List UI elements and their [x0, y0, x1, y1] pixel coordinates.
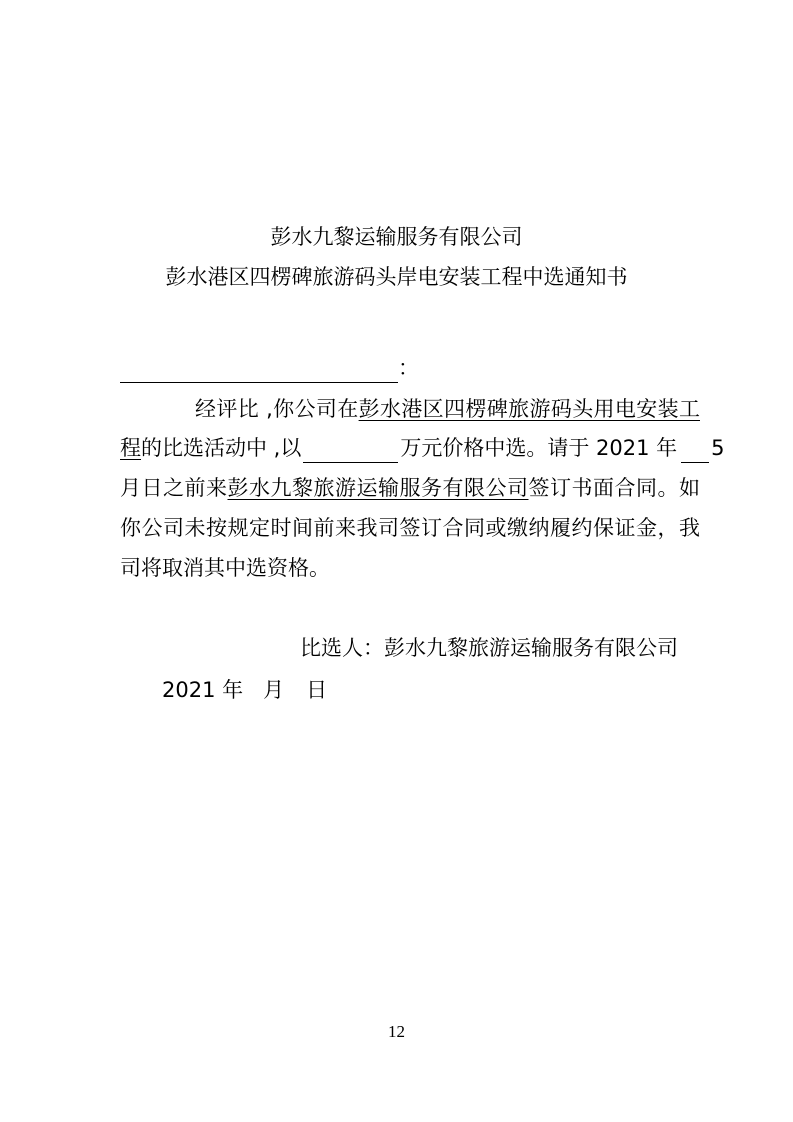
- body-line-3: [120, 473, 700, 503]
- date-month: 月: [263, 678, 285, 702]
- company-title: 彭水九黎运输服务有限公司: [270, 225, 523, 249]
- evaluation-intro: 经评比 ,你公司在: [195, 397, 359, 421]
- addressee-blank: [120, 358, 398, 383]
- month-blank: [681, 438, 709, 463]
- selector-signature: 比选人：彭水九黎旅游运输服务有限公司: [300, 636, 678, 660]
- addressee-line: [120, 353, 419, 383]
- contract-text: 签订书面合同。如: [528, 476, 700, 500]
- date-year: 2021 年: [162, 678, 244, 702]
- body-line-2: [120, 433, 725, 463]
- date-day: 日: [306, 678, 328, 702]
- company-name-underlined: 彭水九黎旅游运输服务有限公司: [227, 476, 529, 500]
- body-line-4: 你公司未按规定时间前来我司签订合同或缴纳履约保证金，我: [120, 516, 700, 540]
- month-value: 5: [711, 436, 725, 460]
- body-line-5: 司将取消其中选资格。: [120, 556, 330, 580]
- project-name: 彭水港区四楞碑旅游码头用电安装工: [358, 397, 700, 421]
- addressee-colon: ：: [398, 356, 419, 380]
- page-number: 12: [388, 1022, 405, 1041]
- selection-activity-text: 的比选活动中 ,以: [141, 436, 302, 460]
- notice-title: 彭水港区四楞碑旅游码头岸电安装工程中选通知书: [165, 265, 628, 289]
- deadline-text: 月日之前来: [120, 476, 228, 500]
- project-name-end: 程: [120, 436, 141, 460]
- price-blank: [303, 438, 398, 463]
- price-sentence: 万元价格中选。请于 2021 年: [400, 436, 678, 460]
- signature-date: [162, 675, 327, 705]
- body-line-1: [120, 394, 700, 424]
